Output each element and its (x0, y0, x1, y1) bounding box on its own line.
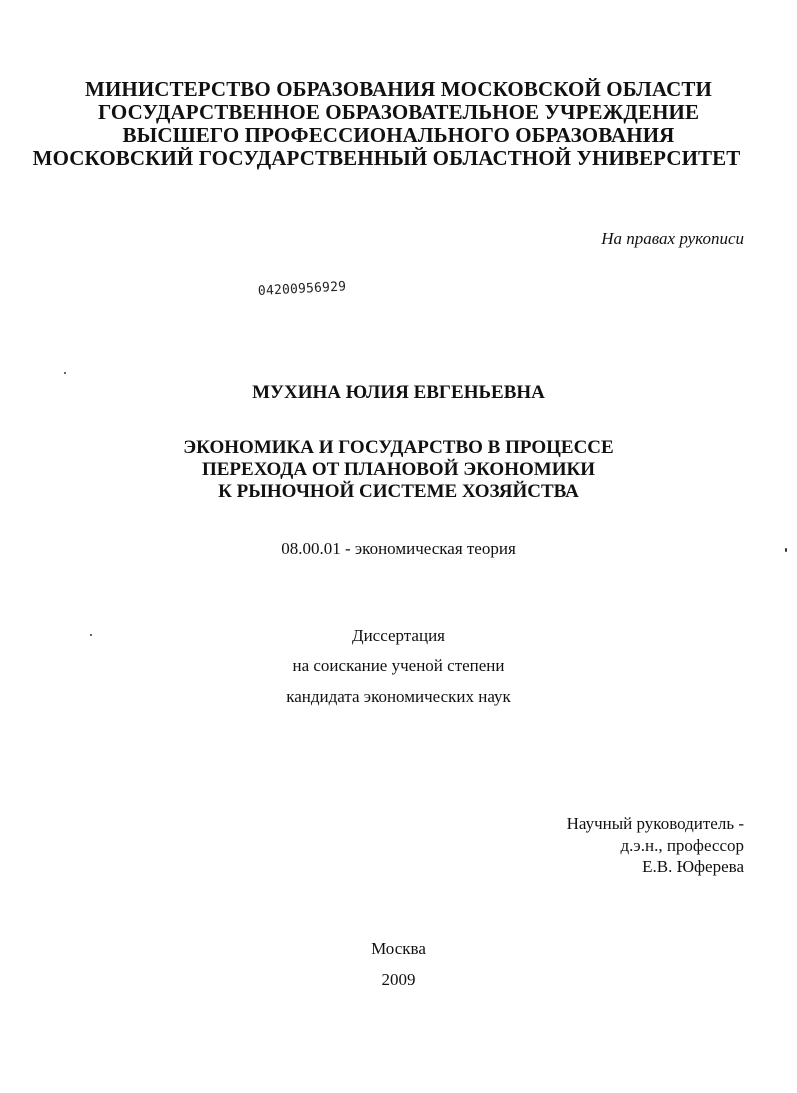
header-line-higher-education: ВЫСШЕГО ПРОФЕССИОНАЛЬНОГО ОБРАЗОВАНИЯ (122, 123, 675, 147)
city: Москва (371, 939, 426, 958)
year: 2009 (381, 970, 416, 989)
title-line: ЭКОНОМИКА И ГОСУДАРСТВО В ПРОЦЕССЕ (183, 437, 614, 458)
degree-line: Диссертация (351, 626, 445, 645)
manuscript-rights-note: На правах рукописи (601, 229, 744, 248)
scan-speck (64, 372, 66, 374)
library-stamp-number: 04200956929 (257, 279, 347, 299)
supervisor-role: Научный руководитель - (566, 814, 744, 833)
specialty-code: 08.00.01 - экономическая теория (281, 539, 516, 558)
title-line: ПЕРЕХОДА ОТ ПЛАНОВОЙ ЭКОНОМИКИ (201, 459, 596, 480)
header-line-ministry: МИНИСТЕРСТВО ОБРАЗОВАНИЯ МОСКОВСКОЙ ОБЛАСТИ (85, 77, 712, 101)
supervisor-name: Е.В. Юферева (642, 857, 744, 876)
degree-line: на соискание ученой степени (292, 656, 505, 675)
header-line-university: МОСКОВСКИЙ ГОСУДАРСТВЕННЫЙ ОБЛАСТНОЙ УНИВЕРСИТЕТ (32, 146, 741, 170)
author-name: МУХИНА ЮЛИЯ ЕВГЕНЬЕВНА (252, 382, 545, 403)
header-line-state-institution: ГОСУДАРСТВЕННОЕ ОБРАЗОВАТЕЛЬНОЕ УЧРЕЖДЕНИЕ (97, 100, 700, 124)
degree-line: кандидата экономических наук (286, 687, 511, 706)
title-line: К РЫНОЧНОЙ СИСТЕМЕ ХОЗЯЙСТВА (218, 481, 579, 502)
supervisor-title: д.э.н., профессор (620, 836, 744, 855)
